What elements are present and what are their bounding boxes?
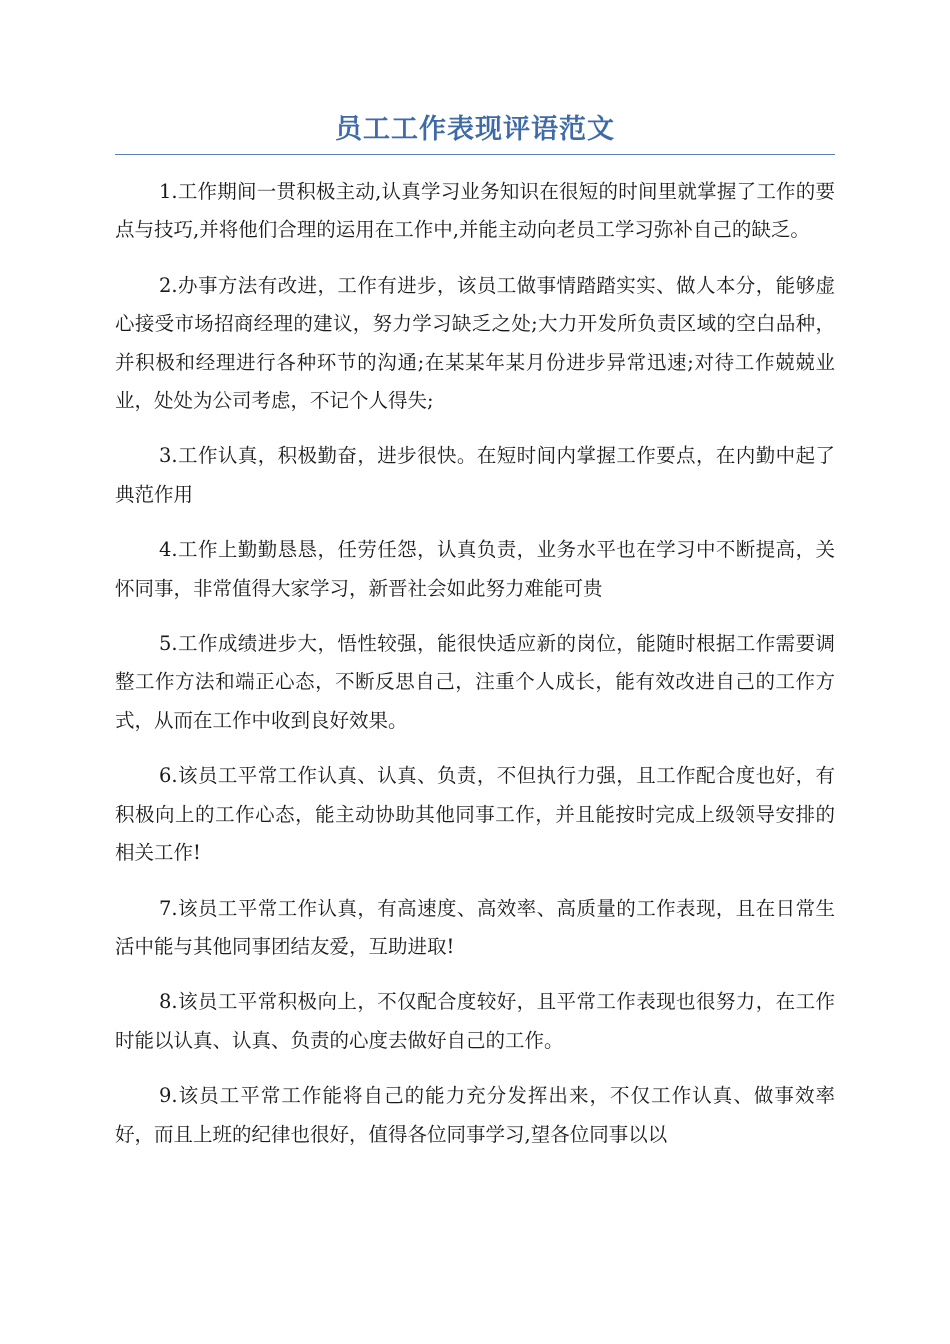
- paragraph-2: 2.办事方法有改进，工作有进步，该员工做事情踏踏实实、做人本分，能够虚心接受市场招商经理的建议，努力学习缺乏之处;大力开发所负责区域的空白品种，并积极和经理进行各种环节的沟通;在某某年某月份进步异常迅速;对待工作兢兢业业，处处为公司考虑，不记个人得失;: [115, 273, 835, 413]
- paragraph-4: 4.工作上勤勤恳恳，任劳任怨，认真负责，业务水平也在学习中不断提高，关怀同事，非常值得大家学习，新晋社会如此努力难能可贵: [115, 538, 835, 600]
- document-page: [115, 110, 835, 1171]
- paragraph-9: 9.该员工平常工作能将自己的能力充分发挥出来，不仅工作认真、做事效率好，而且上班的纪律也很好，值得各位同事学习,望各位同事以以: [115, 1084, 835, 1146]
- document-body: [115, 173, 835, 1154]
- paragraph-6: 6.该员工平常工作认真、认真、负责，不但执行力强，且工作配合度也好，有积极向上的工作心态，能主动协助其他同事工作，并且能按时完成上级领导安排的相关工作!: [115, 764, 835, 865]
- document-title: 员工工作表现评语范文: [115, 110, 835, 155]
- paragraph-1: 1.工作期间一贯积极主动,认真学习业务知识在很短的时间里就掌握了工作的要点与技巧,并将他们合理的运用在工作中,并能主动向老员工学习弥补自己的缺乏。: [115, 180, 835, 242]
- paragraph-5: 5.工作成绩进步大，悟性较强，能很快适应新的岗位，能随时根据工作需要调整工作方法和端正心态，不断反思自己，注重个人成长，能有效改进自己的工作方式，从而在工作中收到良好效果。: [115, 632, 835, 732]
- paragraph-8: 8.该员工平常积极向上，不仅配合度较好，且平常工作表现也很努力，在工作时能以认真、认真、负责的心度去做好自己的工作。: [115, 990, 835, 1052]
- paragraph-7: 7.该员工平常工作认真，有高速度、高效率、高质量的工作表现，且在日常生活中能与其他同事团结友爱，互助进取!: [115, 896, 835, 958]
- paragraph-3: 3.工作认真，积极勤奋，进步很快。在短时间内掌握工作要点，在内勤中起了典范作用: [115, 444, 835, 506]
